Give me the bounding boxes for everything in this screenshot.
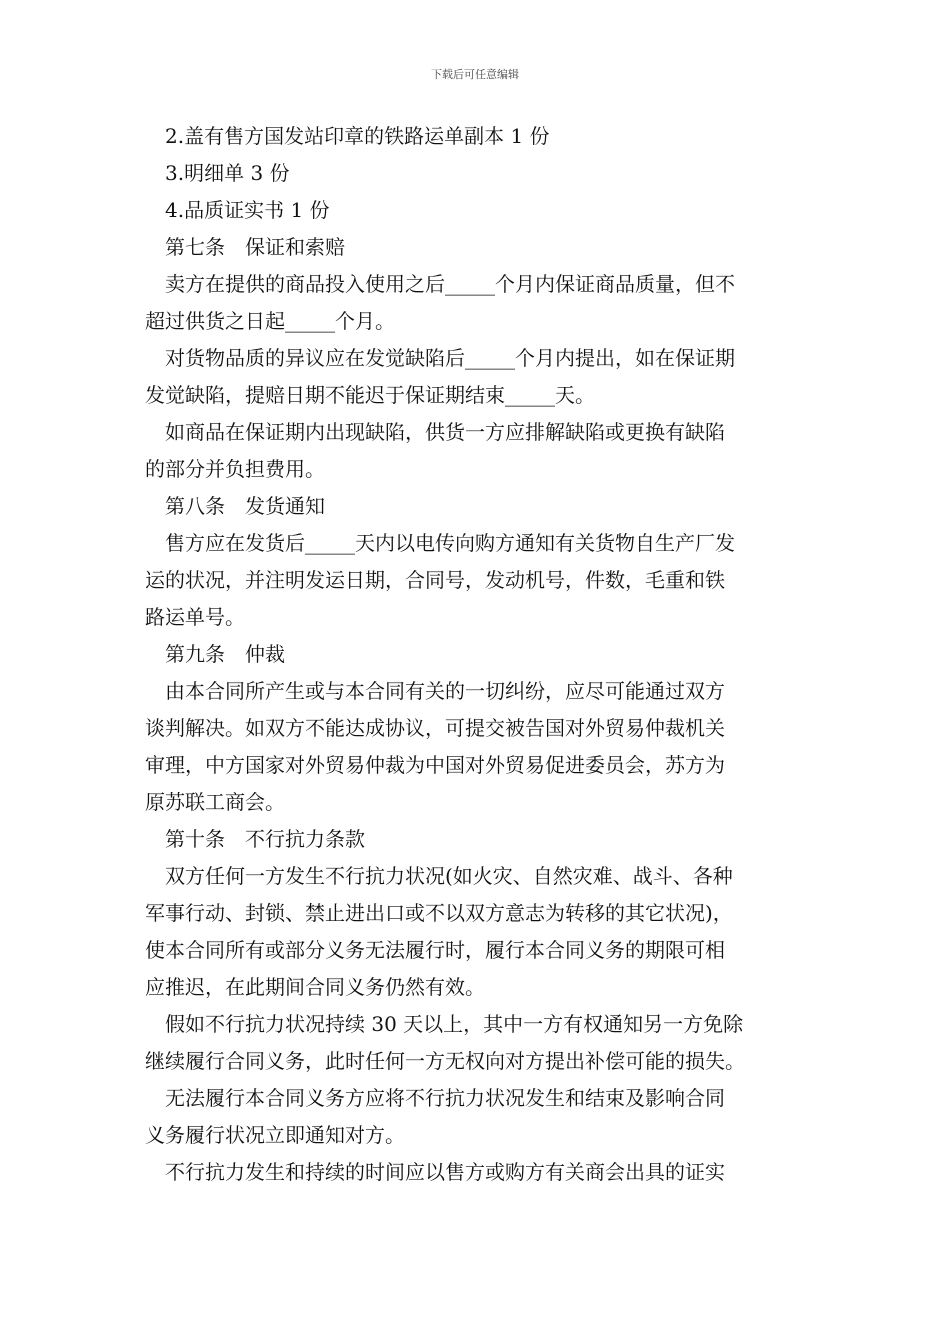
text-line: 3.明细单 3 份 (165, 161, 290, 185)
text-line: 军事行动、封锁、禁止进出口或不以双方意志为转移的其它状况)， (145, 901, 733, 925)
text-line: 运的状况，并注明发运日期，合同号，发动机号，件数，毛重和铁 (145, 568, 725, 592)
text-line: 审理，中方国家对外贸易仲裁为中国对外贸易促进委员会，苏方为 (145, 753, 725, 777)
text-line: 第七条 保证和索赔 (165, 235, 345, 259)
text-line: 如商品在保证期内出现缺陷，供货一方应排解缺陷或更换有缺陷 (165, 420, 725, 444)
text-line: 售方应在发货后_____天内以电传向购方通知有关货物自生产厂发 (165, 531, 735, 555)
text-line: 超过供货之日起_____个月。 (145, 309, 395, 333)
text-line: 路运单号。 (145, 605, 245, 629)
text-line: 由本合同所产生或与本合同有关的一切纠纷，应尽可能通过双方 (165, 679, 725, 703)
text-line: 双方任何一方发生不行抗力状况(如火灾、自然灾难、战斗、各种 (165, 864, 733, 888)
text-line: 第八条 发货通知 (165, 494, 325, 518)
document-body (145, 118, 813, 1191)
page-header: 下载后可任意编辑 (431, 68, 519, 81)
text-line: 使本合同所有或部分义务无法履行时，履行本合同义务的期限可相 (145, 938, 725, 962)
text-line: 的部分并负担费用。 (145, 457, 325, 481)
text-line: 谈判解决。如双方不能达成协议，可提交被告国对外贸易仲裁机关 (145, 716, 725, 740)
text-line: 假如不行抗力状况持续 30 天以上，其中一方有权通知另一方免除 (165, 1012, 744, 1036)
text-line: 应推迟，在此期间合同义务仍然有效。 (145, 975, 485, 999)
text-line: 继续履行合同义务，此时任何一方无权向对方提出补偿可能的损失。 (145, 1049, 745, 1073)
text-line: 第十条 不行抗力条款 (165, 827, 365, 851)
text-line: 无法履行本合同义务方应将不行抗力状况发生和结束及影响合同 (165, 1086, 725, 1110)
text-line: 不行抗力发生和持续的时间应以售方或购方有关商会出具的证实 (165, 1160, 725, 1184)
text-line: 义务履行状况立即通知对方。 (145, 1123, 405, 1147)
text-line: 4.品质证实书 1 份 (165, 198, 330, 222)
text-line: 2.盖有售方国发站印章的铁路运单副本 1 份 (165, 124, 550, 148)
text-line: 对货物品质的异议应在发觉缺陷后_____个月内提出，如在保证期 (165, 346, 735, 370)
text-line: 第九条 仲裁 (165, 642, 285, 666)
text-line: 原苏联工商会。 (145, 790, 285, 814)
text-line: 卖方在提供的商品投入使用之后_____个月内保证商品质量，但不 (165, 272, 735, 296)
text-line: 发觉缺陷，提赔日期不能迟于保证期结束_____天。 (145, 383, 595, 407)
